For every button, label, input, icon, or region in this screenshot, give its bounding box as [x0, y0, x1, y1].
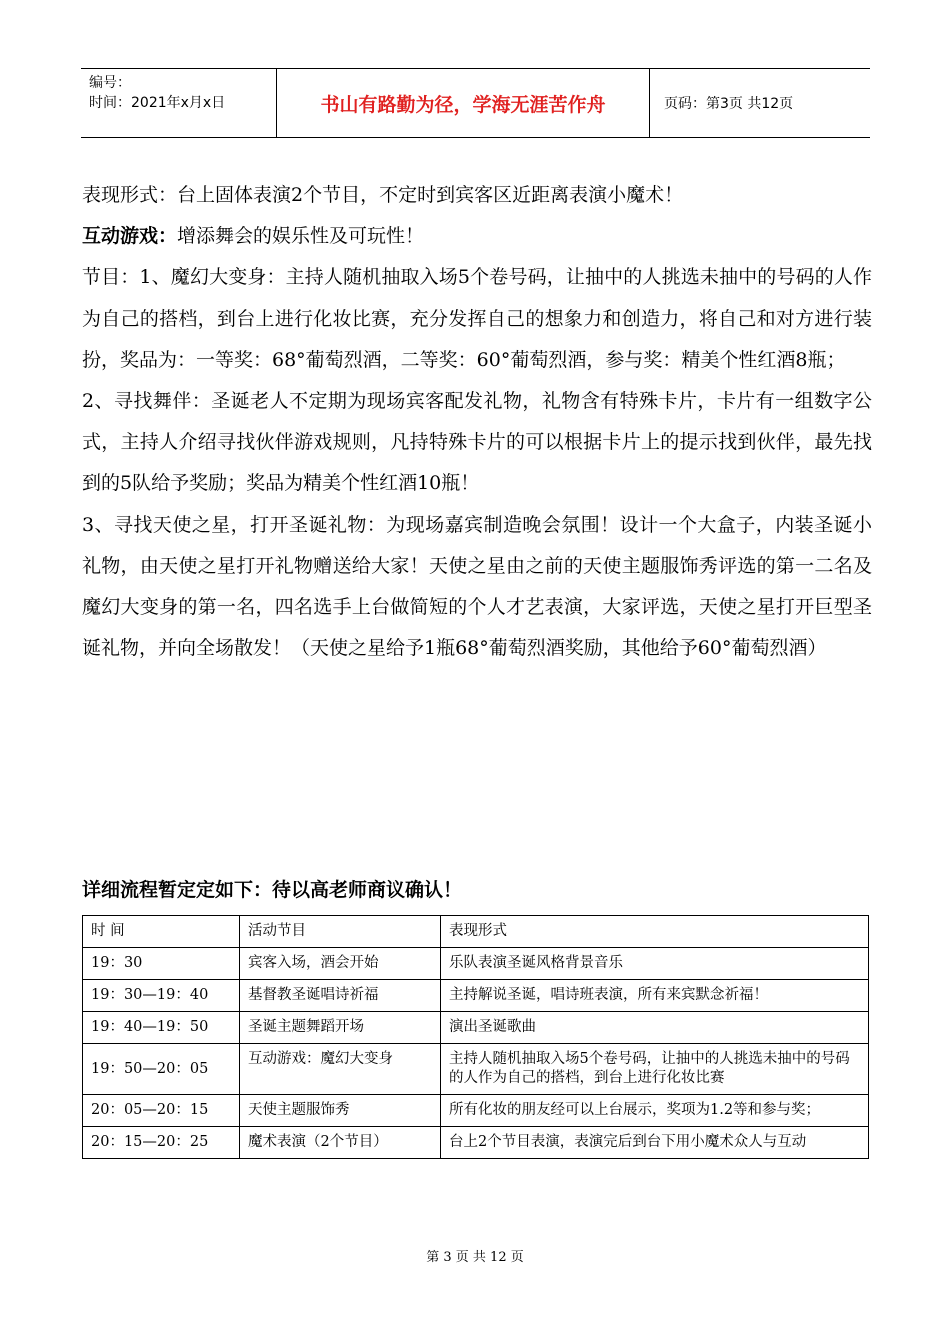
row-time: 19：40—19：50	[83, 1012, 240, 1044]
header-motto: 书山有路勤为径，学海无涯苦作舟	[277, 69, 650, 137]
row-activity: 基督教圣诞唱诗祈福	[240, 980, 441, 1012]
schedule-heading: 详细流程暂定定如下：待以高老师商议确认！	[82, 879, 463, 901]
table-row	[83, 948, 869, 980]
row-activity: 宾客入场，酒会开始	[240, 948, 441, 980]
header-activity: 活动节目	[240, 916, 441, 948]
table-row	[83, 1127, 869, 1159]
row-time: 19：50—20：05	[83, 1044, 240, 1095]
table-row	[83, 1012, 869, 1044]
document-date: 时间：2021年x月x日	[89, 95, 226, 111]
program-3-paragraph: 3、寻找天使之星，打开圣诞礼物：为现场嘉宾制造晚会氛围！设计一个大盒子，内装圣诞小礼物，由天使之星打开礼物赠送给大家！天使之星由之前的天使主题服饰秀评选的第一二名及魔幻大变身的第一名，四名选手上台做简短的个人才艺表演，大家评选，天使之星打开巨型圣诞礼物，并向全场散发！（天使之星给予1瓶68°葡萄烈酒奖励，其他给予60°葡萄烈酒）	[82, 513, 872, 660]
row-format: 台上2个节目表演，表演完后到台下用小魔术众人与互动	[441, 1127, 869, 1159]
document-number: 编号：	[89, 75, 131, 91]
row-activity: 互动游戏：魔幻大变身	[240, 1044, 441, 1095]
header-time: 时 间	[83, 916, 240, 948]
interactive-games-paragraph	[82, 216, 872, 257]
program-1-paragraph: 节目：1、魔幻大变身：主持人随机抽取入场5个卷号码，让抽中的人挑选未抽中的号码的人作为自己的搭档，到台上进行化妆比赛，充分发挥自己的想象力和创造力，将自己和对方进行装扮，奖品为：一等奖：68°葡萄烈酒，二等奖：60°葡萄烈酒，参与奖：精美个性红酒8瓶；	[82, 266, 872, 371]
page-header	[81, 68, 870, 138]
performance-format-paragraph: 表现形式：台上固体表演2个节目，不定时到宾客区近距离表演小魔术！	[82, 184, 684, 206]
table-row	[83, 1044, 869, 1095]
row-time: 20：05—20：15	[83, 1095, 240, 1127]
row-time: 19：30	[83, 948, 240, 980]
schedule-table	[82, 915, 869, 1159]
row-activity: 天使主题服饰秀	[240, 1095, 441, 1127]
page-footer: 第 3 页 共 12 页	[426, 1250, 524, 1265]
header-format: 表现形式	[441, 916, 869, 948]
table-header-row	[83, 916, 869, 948]
table-row	[83, 1095, 869, 1127]
row-format: 乐队表演圣诞风格背景音乐	[441, 948, 869, 980]
row-format: 主持解说圣诞，唱诗班表演，所有来宾默念祈福！	[441, 980, 869, 1012]
program-2-paragraph: 2、寻找舞伴：圣诞老人不定期为现场宾客配发礼物，礼物含有特殊卡片，卡片有一组数字公式，主持人介绍寻找伙伴游戏规则，凡持特殊卡片的可以根据卡片上的提示找到伙伴，最先找到的5队给予奖励；奖品为精美个性红酒10瓶！	[82, 390, 872, 495]
row-time: 19：30—19：40	[83, 980, 240, 1012]
row-activity: 魔术表演（2个节目）	[240, 1127, 441, 1159]
row-format: 主持人随机抽取入场5个卷号码，让抽中的人挑选未抽中的号码的人作为自己的搭档，到台上进行化妆比赛	[441, 1044, 869, 1095]
row-format: 演出圣诞歌曲	[441, 1012, 869, 1044]
table-row	[83, 980, 869, 1012]
interactive-games-text: 增添舞会的娱乐性及可玩性！	[177, 225, 425, 248]
row-time: 20：15—20：25	[83, 1127, 240, 1159]
body-text	[82, 175, 872, 669]
header-meta	[81, 69, 277, 137]
header-page-number: 页码：第3页 共12页	[664, 96, 794, 112]
row-format: 所有化妆的朋友经可以上台展示，奖项为1.2等和参与奖；	[441, 1095, 869, 1127]
row-activity: 圣诞主题舞蹈开场	[240, 1012, 441, 1044]
interactive-games-label: 互动游戏：	[82, 225, 178, 248]
